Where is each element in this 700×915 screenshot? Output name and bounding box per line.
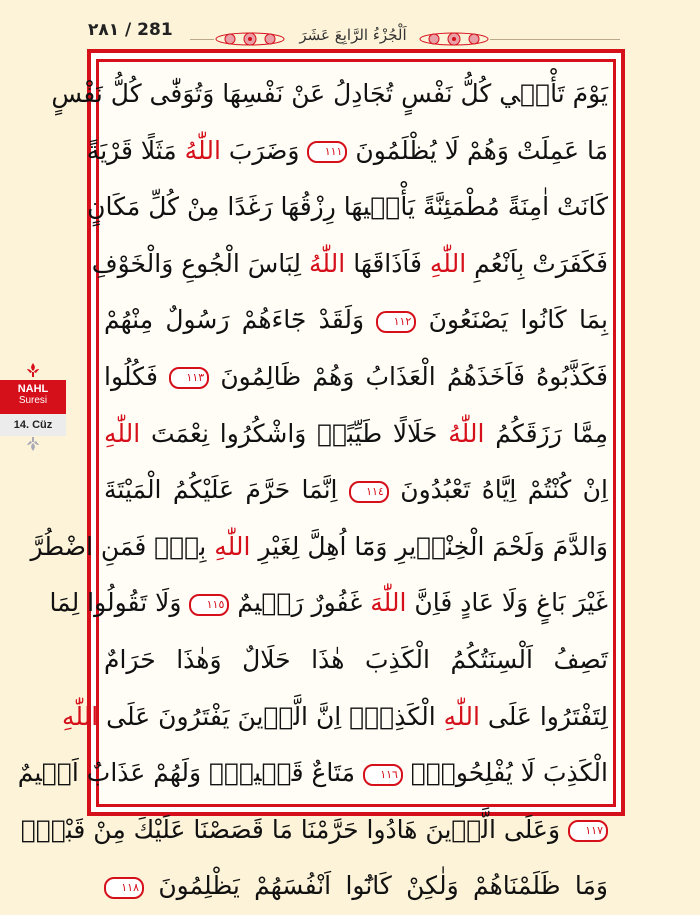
verse-text: غَيْرَ بَاغٍ وَلَا عَادٍ فَاِنَّ	[406, 588, 608, 618]
surah-tab[interactable]	[0, 380, 66, 414]
surah-name: NAHL	[17, 383, 49, 395]
text-line	[86, 123, 608, 180]
ayah-number-marker: ١١٦	[363, 764, 403, 786]
ayah-number-marker: ١١٣	[169, 367, 209, 389]
page-header	[0, 0, 700, 48]
text-line	[104, 292, 608, 349]
divine-name: اللّٰهِ	[429, 248, 467, 278]
rosette-ornament-right	[418, 31, 490, 47]
text-line	[51, 66, 608, 123]
page-number: ٢٨١ / 281	[88, 20, 173, 40]
verse-text: وَعَلَى الَّذ۪ينَ هَادُوا حَرَّمْنَا مَا قَصَصْنَا عَلَيْكَ مِنْ قَبْلُۚ	[20, 814, 568, 844]
verse-text: تَصِفُ اَلْسِنَتُكُمُ الْكَذِبَ هٰذَا حَلَالٌ وَهٰذَا حَرَامٌ	[104, 644, 608, 674]
divine-name: اللّٰهُ	[309, 248, 346, 278]
text-line	[30, 519, 608, 576]
divine-name: اللّٰهِ	[443, 701, 480, 731]
text-line	[87, 179, 608, 236]
verse-text: لِبَاسَ الْجُوعِ وَالْخَوْفِ	[91, 248, 309, 278]
text-line	[104, 858, 608, 915]
text-line	[104, 406, 608, 463]
ayah-number-marker: ١١٥	[189, 594, 229, 616]
verse-text: اِنْ كُنْتُمْ اِيَّاهُ تَعْبُدُونَ	[388, 475, 608, 505]
header-rule-right	[490, 39, 620, 40]
text-line	[49, 575, 608, 632]
verse-text: الْكَذِبَۜ اِنَّ الَّذ۪ينَ يَفْتَرُونَ عَلَى	[98, 701, 444, 731]
verse-text: كَانَتْ اٰمِنَةً مُطْمَئِنَّةً يَأْت۪يهَا رِزْقُهَا رَغَدًا مِنْ كُلِّ مَكَانٍ	[87, 192, 608, 222]
verse-text: غَفُورٌ رَح۪يمٌ	[229, 588, 371, 618]
verse-text: فَكَفَرَتْ بِاَنْعُمِ	[466, 248, 608, 278]
verse-text: وَلَقَدْ جَٓاءَهُمْ رَسُولٌ مِنْهُمْ	[104, 305, 377, 335]
divine-name: اللّٰهُ	[184, 135, 221, 165]
header-rule-left	[190, 39, 214, 40]
text-line	[17, 745, 608, 802]
verse-text: اِنَّمَا حَرَّمَ عَلَيْكُمُ الْمَيْتَةَ	[104, 475, 349, 505]
divine-name: اللّٰهِ	[61, 701, 99, 731]
ayah-number-marker: ١١١	[307, 141, 347, 163]
ayah-number-marker: ١١٢	[376, 311, 416, 333]
verse-text: مِمَّا رَزَقَكُمُ	[484, 418, 608, 448]
divine-name: اللّٰهَ	[370, 588, 407, 618]
fleur-de-lis-icon	[25, 362, 41, 378]
divine-name: اللّٰهُ	[448, 418, 485, 448]
divine-name: اللّٰهِ	[214, 531, 251, 561]
rosette-ornament-left	[214, 31, 286, 47]
verse-text: بِمَا كَانُوا يَصْنَعُونَ	[416, 305, 608, 335]
verse-text: بِه۪ۚ فَمَنِ اضْطُرَّ	[30, 531, 215, 561]
verse-text: الْكَذِبَ لَا يُفْلِحُونَۜ	[402, 758, 608, 788]
text-line	[20, 802, 608, 859]
verse-text: فَكَذَّبُوهُ فَاَخَذَهُمُ الْعَذَابُ وَهُمْ ظَالِمُونَ	[209, 361, 608, 391]
verse-text: مَتَاعٌ قَل۪يلٌۖ وَلَهُمْ عَذَابٌ اَل۪يمٌ	[17, 758, 363, 788]
verse-text: وَضَرَبَ	[220, 135, 308, 165]
text-line	[91, 236, 608, 293]
text-line	[104, 349, 608, 406]
verse-text: وَالدَّمَ وَلَحْمَ الْخِنْز۪يرِ وَمَٓا اُهِلَّ لِغَيْرِ	[250, 531, 608, 561]
verse-text: يَوْمَ تَأْت۪ي كُلُّ نَفْسٍ تُجَادِلُ عَنْ نَفْسِهَا وَتُوَفّٰى كُلُّ نَفْسٍ	[51, 79, 608, 108]
ayah-number-marker: ١١٨	[104, 877, 144, 899]
verse-text: فَاَذَاقَهَا	[345, 248, 430, 278]
verse-text: مَا عَمِلَتْ وَهُمْ لَا يُظْلَمُونَ	[347, 135, 608, 165]
divine-name: اللّٰهِ	[104, 418, 141, 448]
fleur-de-lis-icon	[25, 436, 41, 452]
ayah-number-marker: ١١٧	[568, 820, 608, 842]
verse-text: لِتَفْتَرُوا عَلَى	[479, 701, 608, 731]
juz-label[interactable]: 14. Cüz	[0, 414, 66, 436]
juz-title: اَلْجُزْءُ الرَّابِعَ عَشَرَ	[299, 26, 407, 44]
text-line	[104, 462, 608, 519]
verse-text: وَلَا تَقُولُوا لِمَا	[49, 588, 190, 618]
text-line	[61, 689, 608, 746]
verse-text: مَثَلًا قَرْيَةً	[86, 135, 185, 165]
verse-text: حَلَالًا طَيِّبًاۖ وَاشْكُرُوا نِعْمَتَ	[140, 418, 449, 448]
ayah-number-marker: ١١٤	[349, 481, 389, 503]
verse-text: فَكُلُوا	[104, 361, 170, 391]
verse-text: وَمَا ظَلَمْنَاهُمْ وَلٰكِنْ كَانُٓوا اَنْفُسَهُمْ يَظْلِمُونَ	[144, 871, 608, 901]
text-line	[104, 632, 608, 689]
surah-sub: Suresi	[18, 395, 48, 406]
